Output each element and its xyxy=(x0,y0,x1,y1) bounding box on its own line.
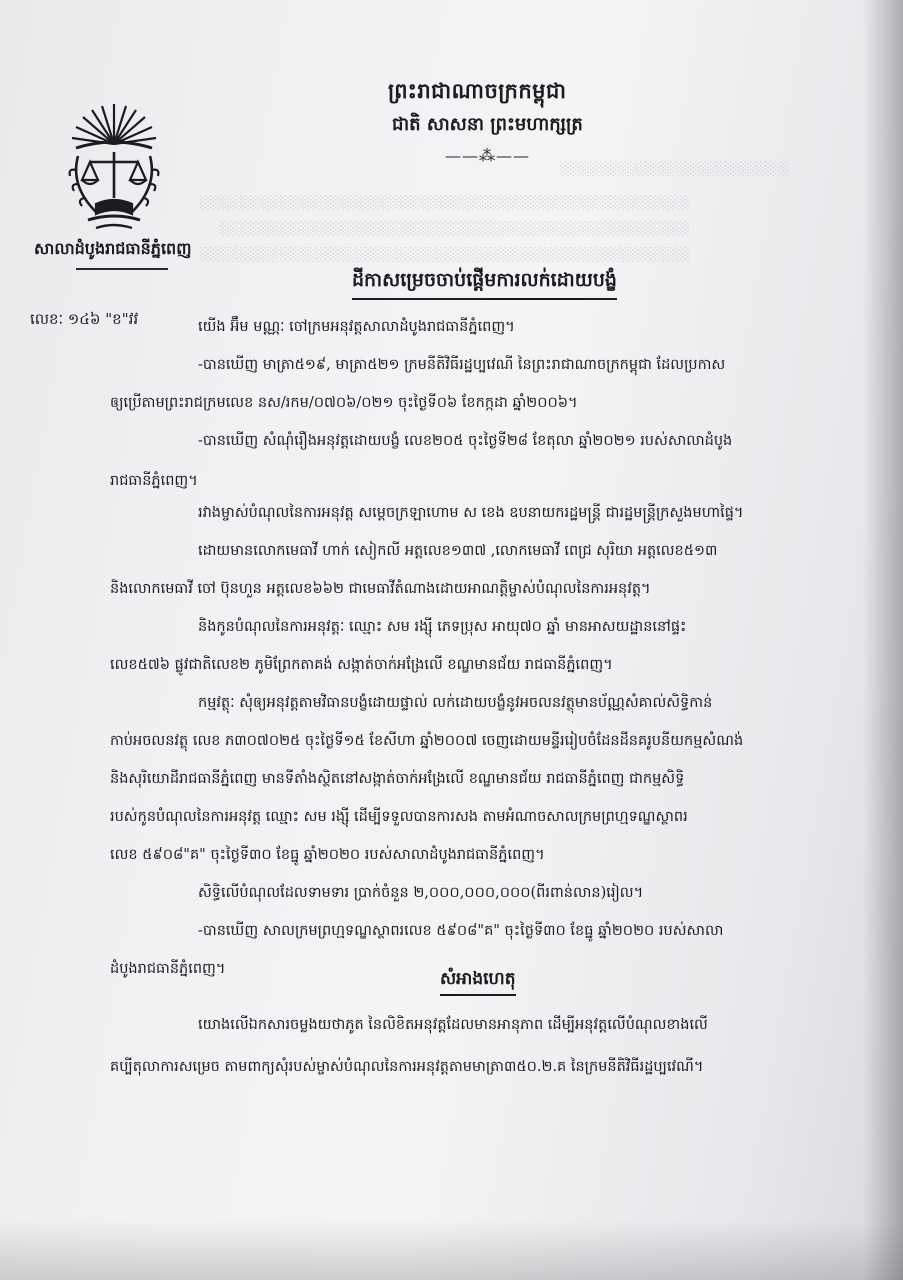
body-line: ដោយមានលោកមេធាវី ហាក់ សៀកលី អត្តលេខ១៣៧ ,លោកមេធាវី ពេជ្រ សុរិយា អត្តលេខ៥១៣ xyxy=(198,543,718,559)
body-line: រវាងម្ចាស់បំណុលនៃការអនុវត្ត សម្ដេចក្រឡាហោម ស ខេង ឧបនាយករដ្ឋមន្ត្រី ជារដ្ឋមន្ត្រីក្រសួងមហាផ្ទៃ។ xyxy=(198,505,744,521)
body-line: ដំបូងរាជធានីភ្នំពេញ។ xyxy=(110,961,226,977)
body-line: -បានឃើញ សាលក្រមព្រហ្មទណ្ឌស្ថាពរលេខ ៥៩០៨"គ" ចុះថ្ងៃទី៣០ ខែធ្នូ ឆ្នាំ២០២០ របស់សាលា xyxy=(198,923,724,939)
body-line: សិទ្ធិលើបំណុលដែលទាមទារ ប្រាក់ចំនួន ២,០០០,០០០,០០០(ពីរពាន់លាន)រៀល។ xyxy=(198,885,644,901)
body-line: -បានឃើញ មាត្រា៥១៩, មាត្រា៥២១ ក្រមនីតិវិធីរដ្ឋប្បវេណី នៃព្រះរាជាណាចក្រកម្ពុជា ដែលប្រកាស xyxy=(198,357,726,373)
court-emblem-icon xyxy=(66,100,162,234)
national-motto: ជាតិ សាសនា ព្រះមហាក្សត្រ xyxy=(392,114,583,135)
bleed-through-text: ░░░░░░░░░░░░░░░░░░░░░░░░░░░░░░░░░░░░░░░░░░░░░░░░░ xyxy=(200,196,690,211)
body-line: កាប់អចលនវត្ថុ លេខ ភ៣០៧០២៥ ចុះថ្ងៃទី១៥ ខែសីហា ឆ្នាំ២០០៧ ចេញដោយមន្ទីររៀបចំដែនដីនគរូបនីយកម្មសំណង់ xyxy=(110,733,744,749)
document-title: ដីកាសម្រេចចាប់ផ្ដើមការលក់ដោយបង្ខំ xyxy=(352,268,617,300)
body-line: លេខ ៥៩០៨"គ" ចុះថ្ងៃទី៣០ ខែធ្នូ ឆ្នាំ២០២០ របស់សាលាដំបូងរាជធានីភ្នំពេញ។ xyxy=(110,847,545,863)
body-line: លេខ៥៧៦ ផ្លូវជាតិលេខ២ ភូមិព្រែកតាគង់ សង្កាត់ចាក់អង្រែលើ ខណ្ឌមានជ័យ រាជធានីភ្នំពេញ។ xyxy=(110,657,613,673)
page-shadow-right xyxy=(863,0,903,1280)
bleed-through-text: ░░░░░░░░░░░░░░░░░░░░░░░ xyxy=(560,162,790,177)
body-line: និងលោកមេធាវី ចៅ ប៊ុនហួន អត្តលេខ៦៦២ ជាមេធាវីតំណាងដោយអាណត្តិម្ចាស់បំណុលនៃការអនុវត្ត។ xyxy=(110,581,651,597)
reason-line: គប្បីតុលាការសម្រេច តាមពាក្យសុំរបស់ម្ចាស់បំណុលនៃការអនុវត្តតាមមាត្រា៣៥០.២.គ នៃក្រមនីតិវិធីរដ្ឋប្បវេណី។ xyxy=(110,1059,704,1075)
header-divider: ——⁂—— xyxy=(445,146,530,165)
court-name: សាលាដំបូងរាជធានីភ្នំពេញ xyxy=(34,239,192,258)
body-line: និងសុរិយោដីរាជធានីភ្នំពេញ មានទីតាំងស្ថិតនៅសង្កាត់ចាក់អង្រែលើ ខណ្ឌមានជ័យ រាជធានីភ្នំពេញ ជាកម្មសិទ្ធិ xyxy=(110,771,685,787)
reason-line: យោងលើឯកសារចម្លងយថាភូត នៃលិខិតអនុវត្តដែលមានអានុភាព ដើម្បីអនុវត្តលើបំណុលខាងលើ xyxy=(198,1017,708,1033)
bleed-through-text: ░░░░░░░░░░░░░░░░░░░░░░░░░░░░░░░░░░░░░░░░░░░░░░░░░ xyxy=(200,248,690,263)
body-line: និងកូនបំណុលនៃការអនុវត្តៈ ឈ្មោះ សម រង្ស៊ី ភេទប្រុស អាយុ៧០ ឆ្នាំ មានអាសយដ្ឋាននៅផ្ទះ xyxy=(198,619,687,635)
body-line: យើង អ៊ឹម មណ្ណៈ ចៅក្រមអនុវត្តសាលាដំបូងរាជធានីភ្នំពេញ។ xyxy=(198,319,515,335)
court-underline xyxy=(76,268,168,270)
body-line: របស់កូនបំណុលនៃការអនុវត្ត ឈ្មោះ សម រង្ស៊ី ដើម្បីទទួលបានការសង តាមអំណាចសាលក្រមព្រហ្មទណ្ឌស្ថាពរ xyxy=(110,809,688,825)
body-line: កម្មវត្ថុៈ សុំឲ្យអនុវត្តតាមវិធានបង្ខំដោយផ្ទាល់ លក់ដោយបង្ខំនូវអចលនវត្ថុមានប័ណ្ណសំគាល់សិទ្ធិកាន់ xyxy=(198,695,713,711)
body-line: ឲ្យប្រើតាមព្រះរាជក្រមលេខ នស/រកម/០៧០៦/០២១ ចុះថ្ងៃទី០៦ ខែកក្កដា ឆ្នាំ២០០៦។ xyxy=(110,395,578,411)
section-heading: សំអាងហេតុ xyxy=(440,968,516,996)
reference-number: លេខៈ ១៤៦ "ខ"វវ xyxy=(30,310,139,328)
body-line: រាជធានីភ្នំពេញ។ xyxy=(110,473,198,489)
bleed-through-text: ░░░░░░░░░░░░░░░░░░░░░░░░░░░░░░░░░░░░░░░░░░░░░░░ xyxy=(220,222,690,237)
body-line: -បានឃើញ សំណុំរឿងអនុវត្តដោយបង្ខំ លេខ២០៥ ចុះថ្ងៃទី២៨ ខែតុលា ឆ្នាំ២០២១ របស់សាលាដំបូង xyxy=(198,433,733,449)
kingdom-heading: ព្រះរាជាណាចក្រកម្ពុជា xyxy=(388,78,567,103)
page-shadow-bottom xyxy=(0,1220,903,1280)
